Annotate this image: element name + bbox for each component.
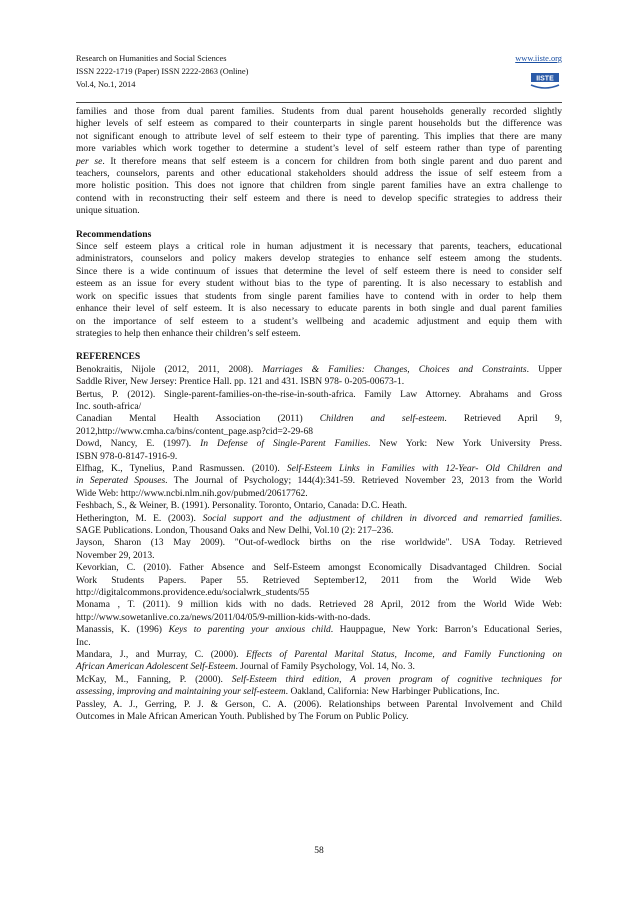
references-heading: REFERENCES <box>76 351 141 363</box>
recommendation-line: Since there is a wide continuum of issues that determine the level of self esteem there is need to consider self <box>76 265 562 277</box>
reference-line: Manassis, K. (1996) Keys to parenting your anxious child. Hauppague, New York: Barron’s Educational Series, <box>76 624 562 636</box>
reference-line: November 29, 2013. <box>76 549 155 561</box>
reference-line: Inc. south-africa/ <box>76 400 142 412</box>
reference-line: Jayson, Sharon (13 May 2009). "Out-of-wedlock births on the rise worldwide". USA Today. Retrieved <box>76 537 562 549</box>
reference-line: Hetherington, M. E. (2003). Social support and the adjustment of children in divorced and remarried families. <box>76 512 562 524</box>
reference-item <box>76 699 562 724</box>
reference-item <box>76 674 562 699</box>
reference-line: Benokraitis, Nijole (2012, 2011, 2008). Marriages & Families: Changes, Choices and Constraints. Upper <box>76 363 562 375</box>
page-header <box>76 52 562 102</box>
reference-line: Elfhag, K., Tynelius, P.and Rasmussen. (2010). Self-Esteem Links in Families with 12-Year- Old Children and <box>76 462 563 474</box>
reference-line: SAGE Publications. London, Thousand Oaks and New Delhi, Vol.10 (2): 217–236. <box>76 525 394 536</box>
page-number: 58 <box>314 846 324 856</box>
reference-list <box>76 364 562 724</box>
article-body <box>76 106 562 724</box>
intro-line: per se. It therefore means that self esteem is a concern for children from both single parent and duo parent and <box>76 155 562 167</box>
recommendation-line: esteem as an issue for every student without bias to the type of parenting. It is also necessary to establish and <box>76 278 562 290</box>
reference-line: Kevorkian, C. (2010). Father Absence and Self-Esteem amongst Economically Disadvantaged Children. Social <box>76 562 562 574</box>
recommendation-line: work on specific issues that students from single parent families have to contend with in order to help them <box>76 290 562 302</box>
reference-line: Mandara, J., and Murray, C. (2000). Effects of Parental Marital Status, Income, and Family Functioning on <box>76 649 562 661</box>
reference-item <box>76 624 562 649</box>
reference-line: Wide Web: http://www.ncbi.nlm.nih.gov/pubmed/20617762. <box>76 487 308 499</box>
reference-line: Bertus, P. (2012). Single-parent-families-on-the-rise-in-south-africa. Family Law Attorney. Abrahams and Gross <box>76 388 562 400</box>
reference-line: Outcomes in Male African American Youth. Published by The Forum on Public Policy. <box>76 711 409 723</box>
recommendation-line: administrators, counselors and policy makers develop strategies to enhance self esteem among the students. <box>76 253 562 265</box>
intro-line: unique situation. <box>76 205 140 217</box>
reference-line: http://digitalcommons.providence.edu/socialwrk_students/55 <box>76 587 310 599</box>
recommendations-paragraph <box>76 241 562 340</box>
reference-item <box>76 463 562 500</box>
reference-item <box>76 562 562 599</box>
intro-line: teachers, counselors, parents and other educational stakeholders should address the issue of self esteem from a <box>76 168 562 180</box>
reference-line: Canadian Mental Health Association (2011) Children and self-esteem. Retrieved April 9, <box>76 413 562 425</box>
intro-paragraph <box>76 106 562 218</box>
reference-line: assessing, improving and maintaining your self-esteem. Oakland, California: New Harbinger Publications, Inc. <box>76 686 500 698</box>
header-rule <box>76 102 562 103</box>
recommendation-line: on the importance of self esteem to a student’s wellbeing and academic adjustment and equip them with <box>76 315 562 327</box>
reference-item <box>76 413 562 438</box>
reference-line: Monama , T. (2011). 9 million kids with no dads. Retrieved 28 April, 2012 from the World Wide Web: <box>76 599 562 611</box>
iiste-logo-icon <box>528 69 562 93</box>
reference-line: Work Students Papers. Paper 55. Retrieved September12, 2011 from the World Wide Web <box>76 574 562 586</box>
reference-item <box>76 649 562 674</box>
reference-item <box>76 513 562 538</box>
journal-name: Research on Humanities and Social Sciences <box>76 54 227 63</box>
reference-item <box>76 389 562 414</box>
reference-line: Saddle River, New Jersey: Prentice Hall. pp. 121 and 431. ISBN 978- 0-205-00673-1. <box>76 376 405 388</box>
reference-item <box>76 537 562 562</box>
reference-line: in Seperated Spouses. The Journal of Psychology; 144(4):341-59. Retrieved November 23, 2013 from the World <box>76 475 562 487</box>
reference-line: Passley, A. J., Gerring, P. J. & Gerson, C. A. (2006). Relationships between Parental Involvement and Child <box>76 698 562 710</box>
intro-line: more holistic position. This does not ignore that children from single parent families have an extra challenge to <box>76 180 562 192</box>
reference-line: Feshbach, S., & Weiner, B. (1991). Personality. Toronto, Ontario, Canada: D.C. Heath. <box>76 500 408 512</box>
reference-item <box>76 500 562 512</box>
recommendation-line: enhance their level of self esteem. It is also necessary to educate parents in both single and dual parent families <box>76 303 562 315</box>
intro-line: higher levels of self esteem as compared to their counterparts in single parent households but the difference was <box>76 118 562 130</box>
reference-item <box>76 438 562 463</box>
volume-line: Vol.4, No.1, 2014 <box>76 80 136 89</box>
recommendation-line: Since self esteem plays a critical role in human adjustment it is necessary that parents, teachers, educational <box>76 241 562 253</box>
reference-line: Inc. <box>76 636 91 648</box>
intro-line: contend with in reconstructing their self esteem and there is need to develop specific strategies to address their <box>76 192 562 204</box>
reference-line: African American Adolescent Self-Esteem. Journal of Family Psychology, Vol. 14, No. 3. <box>76 661 415 673</box>
reference-line: McKay, M., Fanning, P. (2000). Self-Esteem third edition, A proven program of cognitive techniques for <box>76 673 563 685</box>
journal-url-link[interactable]: www.iiste.org <box>515 54 562 63</box>
intro-line: families and those from dual parent families. Students from dual parent households generally recorded slightly <box>76 106 562 117</box>
intro-line: more variables which work together to determine a student’s level of self esteem rather than type of parenting <box>76 143 562 155</box>
reference-line: Dowd, Nancy, E. (1997). In Defense of Single-Parent Families. New York: New York University Press. <box>76 438 562 450</box>
intro-line: not significant enough to attribute level of self esteem to their type of parenting. This implies that there are many <box>76 130 562 142</box>
reference-item <box>76 599 562 624</box>
reference-line: ISBN 978-0-8147-1916-9. <box>76 450 178 462</box>
recommendations-heading: Recommendations <box>76 228 152 240</box>
reference-line: http://www.sowetanlive.co.za/news/2011/04/05/9-million-kids-with-no-dads. <box>76 611 371 623</box>
recommendation-line: strategies to help then enhance their children’s self esteem. <box>76 327 301 339</box>
reference-item <box>76 364 562 389</box>
reference-line: 2012,http://www.cmha.ca/bins/content_page.asp?cid=2-29-68 <box>76 425 314 437</box>
logo-text: IISTE <box>536 75 554 83</box>
issn-line: ISSN 2222-1719 (Paper) ISSN 2222-2863 (Online) <box>76 67 249 76</box>
